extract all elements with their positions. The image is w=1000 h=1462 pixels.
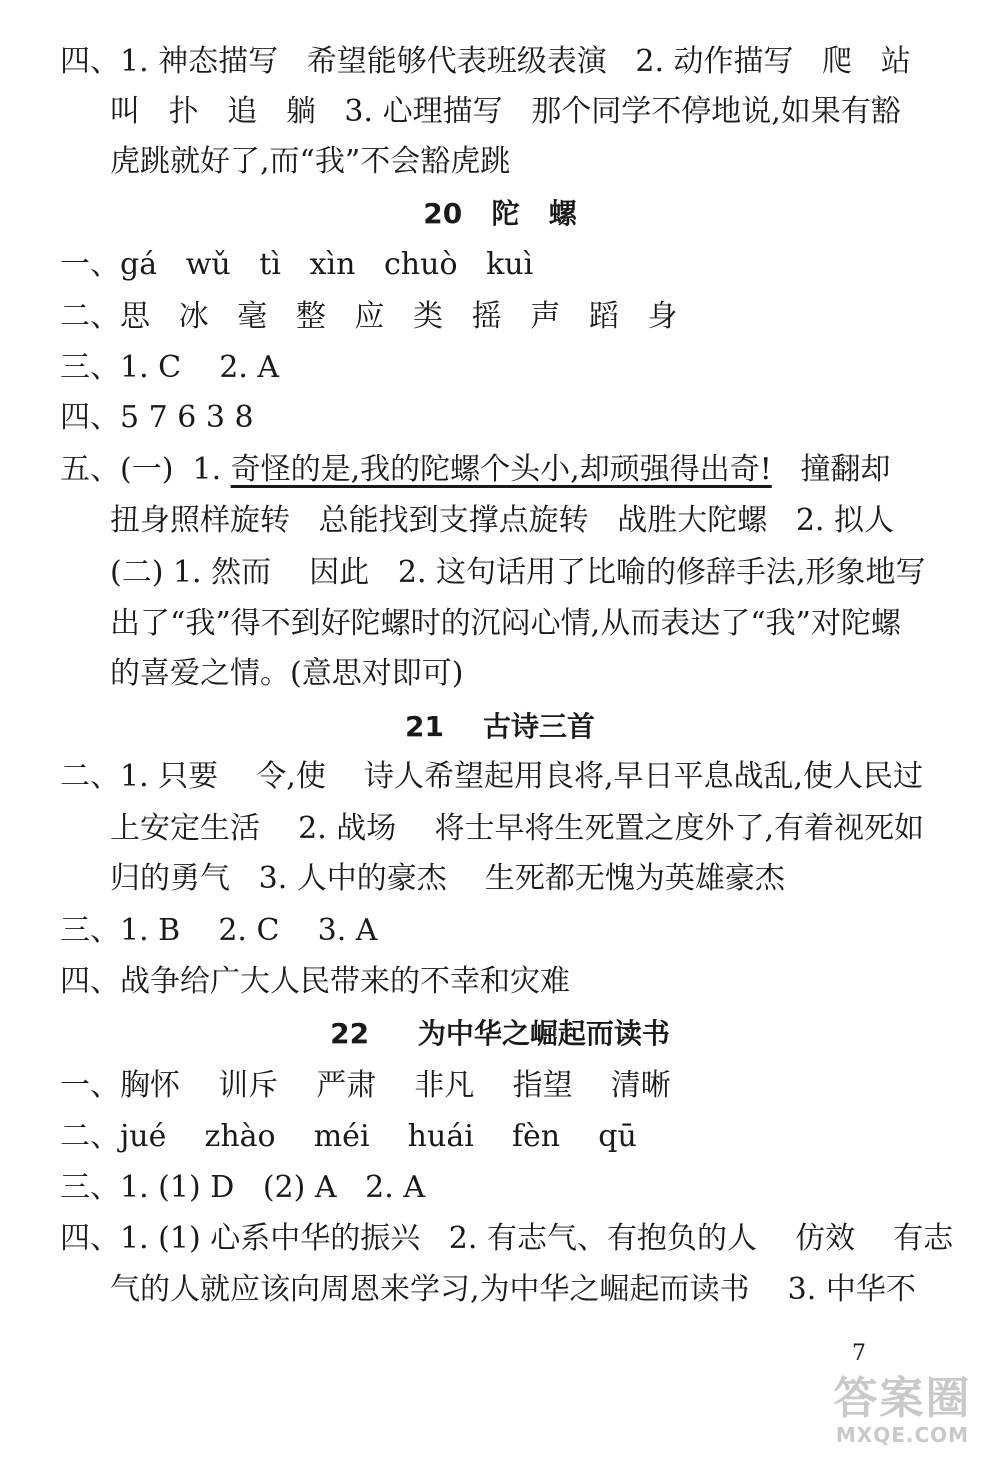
answer-line: 四、5 7 6 3 8 (60, 400, 254, 435)
answer-line: 扭身照样旋转 总能找到支撑点旋转 战胜大陀螺 2. 拟人 (110, 503, 894, 538)
answer-line: 归的勇气 3. 人中的豪杰 生死都无愧为英雄豪杰 (110, 861, 785, 896)
answer-line: 气的人就应该向周恩来学习,为中华之崛起而读书 3. 中华不 (110, 1272, 916, 1307)
section-title-20: 20 陀 螺 (423, 197, 577, 230)
answer-line: 二、jué zhào méi huái fèn qū (60, 1119, 637, 1154)
answer-line: 四、1. 神态描写 希望能够代表班级表演 2. 动作描写 爬 站 (60, 44, 911, 79)
answer-line: 虎跳就好了,而“我”不会豁虎跳 (110, 144, 511, 179)
answer-line: 叫 扑 追 躺 3. 心理描写 那个同学不停地说,如果有豁 (110, 94, 901, 129)
answer-line: 四、战争给广大人民带来的不幸和灾难 (60, 964, 570, 999)
answer-line: 四、1. (1) 心系中华的振兴 2. 有志气、有抱负的人 仿效 有志 (60, 1221, 954, 1256)
underlined-answer: 奇怪的是,我的陀螺个头小,却顽强得出奇! (230, 452, 772, 487)
answer-line: 三、1. C 2. A (60, 350, 280, 385)
answer-line: 三、1. (1) D (2) A 2. A (60, 1170, 425, 1205)
section-title-22: 22 为中华之崛起而读书 (330, 1017, 670, 1050)
answer-line: 一、胸怀 训斥 严肃 非凡 指望 清晰 (60, 1068, 671, 1103)
answer-line: 二、1. 只要 令,使 诗人希望起用良将,早日平息战乱,使人民过 (60, 759, 924, 794)
answer-line: (二) 1. 然而 因此 2. 这句话用了比喻的修辞手法,形象地写 (110, 555, 926, 590)
watermark-url: MXQE.COM (835, 1423, 970, 1447)
watermark-logo (815, 1375, 990, 1455)
answer-line: 二、思 冰 毫 整 应 类 摇 声 蹈 身 (60, 299, 678, 334)
answer-line: 上安定生活 2. 战场 将士早将生死置之度外了,有着视死如 (110, 811, 924, 846)
answer-line: 三、1. B 2. C 3. A (60, 913, 378, 948)
answer-line: 一、gá wǔ tì xìn chuò kuì (60, 247, 534, 282)
answer-line (60, 450, 890, 490)
answer-prefix: 五、(一) 1. (60, 452, 231, 487)
answer-line: 的喜爱之情。(意思对即可) (110, 656, 464, 691)
answer-line: 出了“我”得不到好陀螺时的沉闷心情,从而表达了“我”对陀螺 (110, 606, 901, 641)
section-title-21: 21 古诗三首 (405, 710, 595, 743)
page-number: 7 (852, 1341, 866, 1366)
answer-suffix: 撞翻却 (771, 452, 891, 487)
watermark-title: 答案圈 (833, 1373, 972, 1424)
